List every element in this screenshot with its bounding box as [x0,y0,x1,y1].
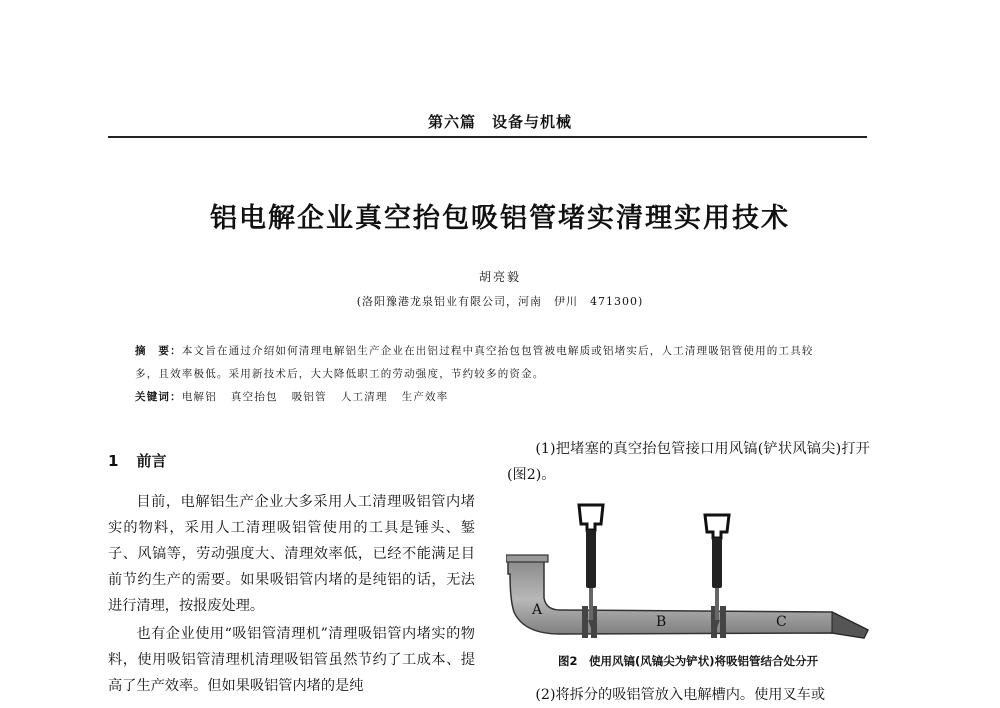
body-paragraph: 目前，电解铝生产企业大多采用人工清理吸铝管内堵实的物料，采用人工清理吸铝管使用的工具是锤头、錾子、风镐等，劳动强度大、清理效率低，已经不能满足目前节约生产的需要。如果吸铝管内堵的是纯铝的话，无法进行清理，按报废处理。 [108,494,475,614]
article-affiliation: (洛阳豫港龙泉铝业有限公司，河南 伊川 471300) [356,295,644,308]
abstract-paragraph [135,340,835,386]
right-column [507,436,870,490]
pipe-joint [582,606,588,638]
abstract-block [135,340,835,409]
keyword: 人工清理 [340,391,388,403]
pipe-label-b: B [656,614,667,630]
section-heading [108,450,475,471]
article-author: 胡亮毅 [478,270,521,284]
step-paragraph: (1)把堵塞的真空抬包管接口用风镐(铲状风镐尖)打开(图2)。 [507,441,870,483]
pipe-label-c: C [776,614,787,630]
pipe-joint [720,606,726,638]
suction-pipe [508,560,868,638]
figure-caption: 图2 使用风镐(风镐尖为铲状)将吸铝管结合处分开 [557,654,818,668]
left-column [108,450,475,701]
article-title: 铝电解企业真空抬包吸铝管堵实清理实用技术 [210,203,790,234]
section-number: 1 [108,452,119,470]
keyword: 电解铝 [181,391,217,403]
abstract-text: 本文旨在通过介绍如何清理电解铝生产企业在出铝过程中真空抬包包管被电解质或铝堵实后，人工清理吸铝管使用的工具较多，且效率极低。采用新技术后，大大降低职工的劳动强度，节约较多的资金。 [135,345,814,380]
body-paragraph: 也有企业使用“吸铝管清理机”清理吸铝管内堵实的物料，使用吸铝管清理机清理吸铝管虽然节约了工成本、提高了生产效率。但如果吸铝管内堵的是纯 [108,626,475,694]
keywords-line [135,386,835,409]
keyword: 吸铝管 [291,391,327,403]
section-title: 前言 [136,452,167,470]
figure-2-pipe-illustration [506,500,876,650]
step-paragraph: (2)将拆分的吸铝管放入电解槽内。使用叉车或 [535,687,826,703]
header-rule [108,136,867,138]
pipe-label-a: A [532,602,543,618]
keywords-label: 关键词： [135,391,182,403]
section-header: 第六篇 设备与机械 [427,113,572,131]
keyword: 真空抬包 [230,391,278,403]
abstract-label: 摘 要： [135,345,182,357]
pipe-tip [832,612,868,638]
pipe-flange [506,555,548,562]
keyword: 生产效率 [401,391,449,403]
